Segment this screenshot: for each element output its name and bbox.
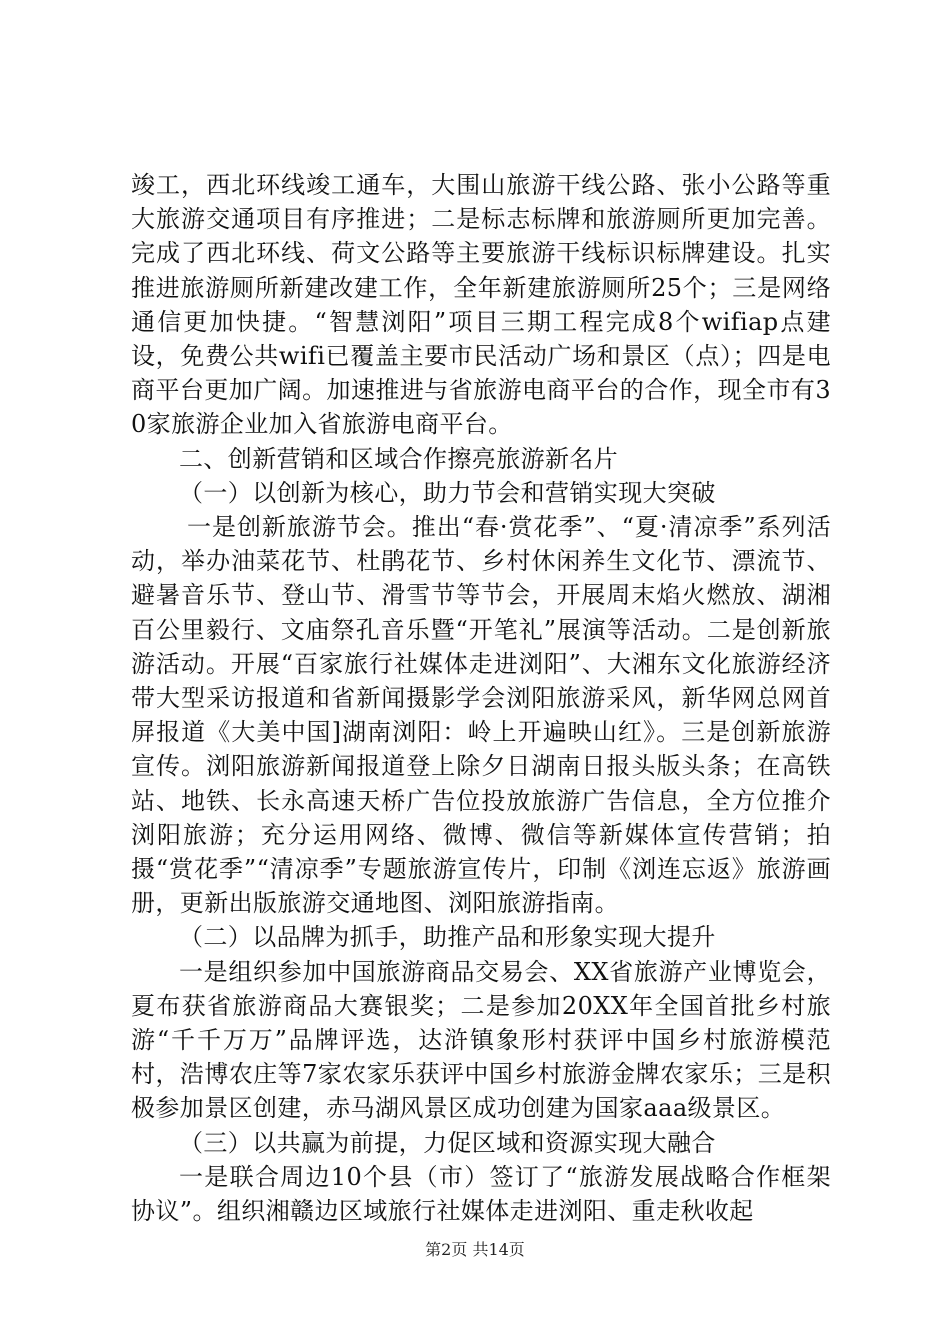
subheading-cooperation: （三）以共赢为前提，力促区域和资源实现大融合 <box>179 1128 716 1157</box>
document-body <box>131 168 831 1228</box>
section-heading-2: 二、创新营销和区域合作擦亮旅游新名片 <box>179 444 619 473</box>
page-number-footer: 第2页 共14页 <box>425 1240 525 1259</box>
subheading-innovation: （一）以创新为核心，助力节会和营销实现大突破 <box>179 478 716 507</box>
paragraph-innovation: 一是创新旅游节会。推出“春·赏花季”、“夏·清凉季”系列活动，举办油菜花节、杜鹃花节、乡村休闲养生文化节、漂流节、避暑音乐节、登山节、滑雪节等节会，开展周末焰火燃放、湖湘百公里毅行、文庙祭孔音乐暨“开笔礼”展演等活动。二是创新旅游活动。开展“百家旅行社媒体走进浏阳”、大湘东文化旅游经济带大型采访报道和省新闻摄影学会浏阳旅游采风，新华网总网首屏报道《大美中国]湖南浏阳：岭上开遍映山红》。三是创新旅游宣传。浏阳旅游新闻报道登上除夕日湖南日报头版头条；在高铁站、地铁、长永高速天桥广告位投放旅游广告信息，全方位推介浏阳旅游；充分运用网络、微博、微信等新媒体宣传营销；拍摄“赏花季”“清凉季”专题旅游宣传片，印制《浏连忘返》旅游画册，更新出版旅游交通地图、浏阳旅游指南。 <box>131 513 831 918</box>
paragraph-cooperation: 一是联合周边10个县（市）签订了“旅游发展战略合作框架协议”。组织湘赣边区域旅行社媒体走进浏阳、重走秋收起 <box>131 1162 831 1226</box>
paragraph-brand: 一是组织参加中国旅游商品交易会、XX省旅游产业博览会，夏布获省旅游商品大赛银奖；二是参加20XX年全国首批乡村旅游“千千万万”品牌评选，达浒镇象形村获评中国乡村旅游模范村，浩博农庄等7家农家乐获评中国乡村旅游金牌农家乐；三是积极参加景区创建，赤马湖风景区成功创建为国家aaa级景区。 <box>131 957 831 1123</box>
paragraph-transport-facilities: 竣工，西北环线竣工通车，大围山旅游干线公路、张小公路等重大旅游交通项目有序推进；二是标志标牌和旅游厕所更加完善。完成了西北环线、荷文公路等主要旅游干线标识标牌建设。扎实推进旅游厕所新建改建工作，全年新建旅游厕所25个；三是网络通信更加快捷。“智慧浏阳”项目三期工程完成8个wifiap点建设，免费公共wifi已覆盖主要市民活动广场和景区（点）；四是电商平台更加广阔。加速推进与省旅游电商平台的合作，现全市有30家旅游企业加入省旅游电商平台。 <box>131 171 831 439</box>
subheading-brand: （二）以品牌为抓手，助推产品和形象实现大提升 <box>179 923 716 952</box>
